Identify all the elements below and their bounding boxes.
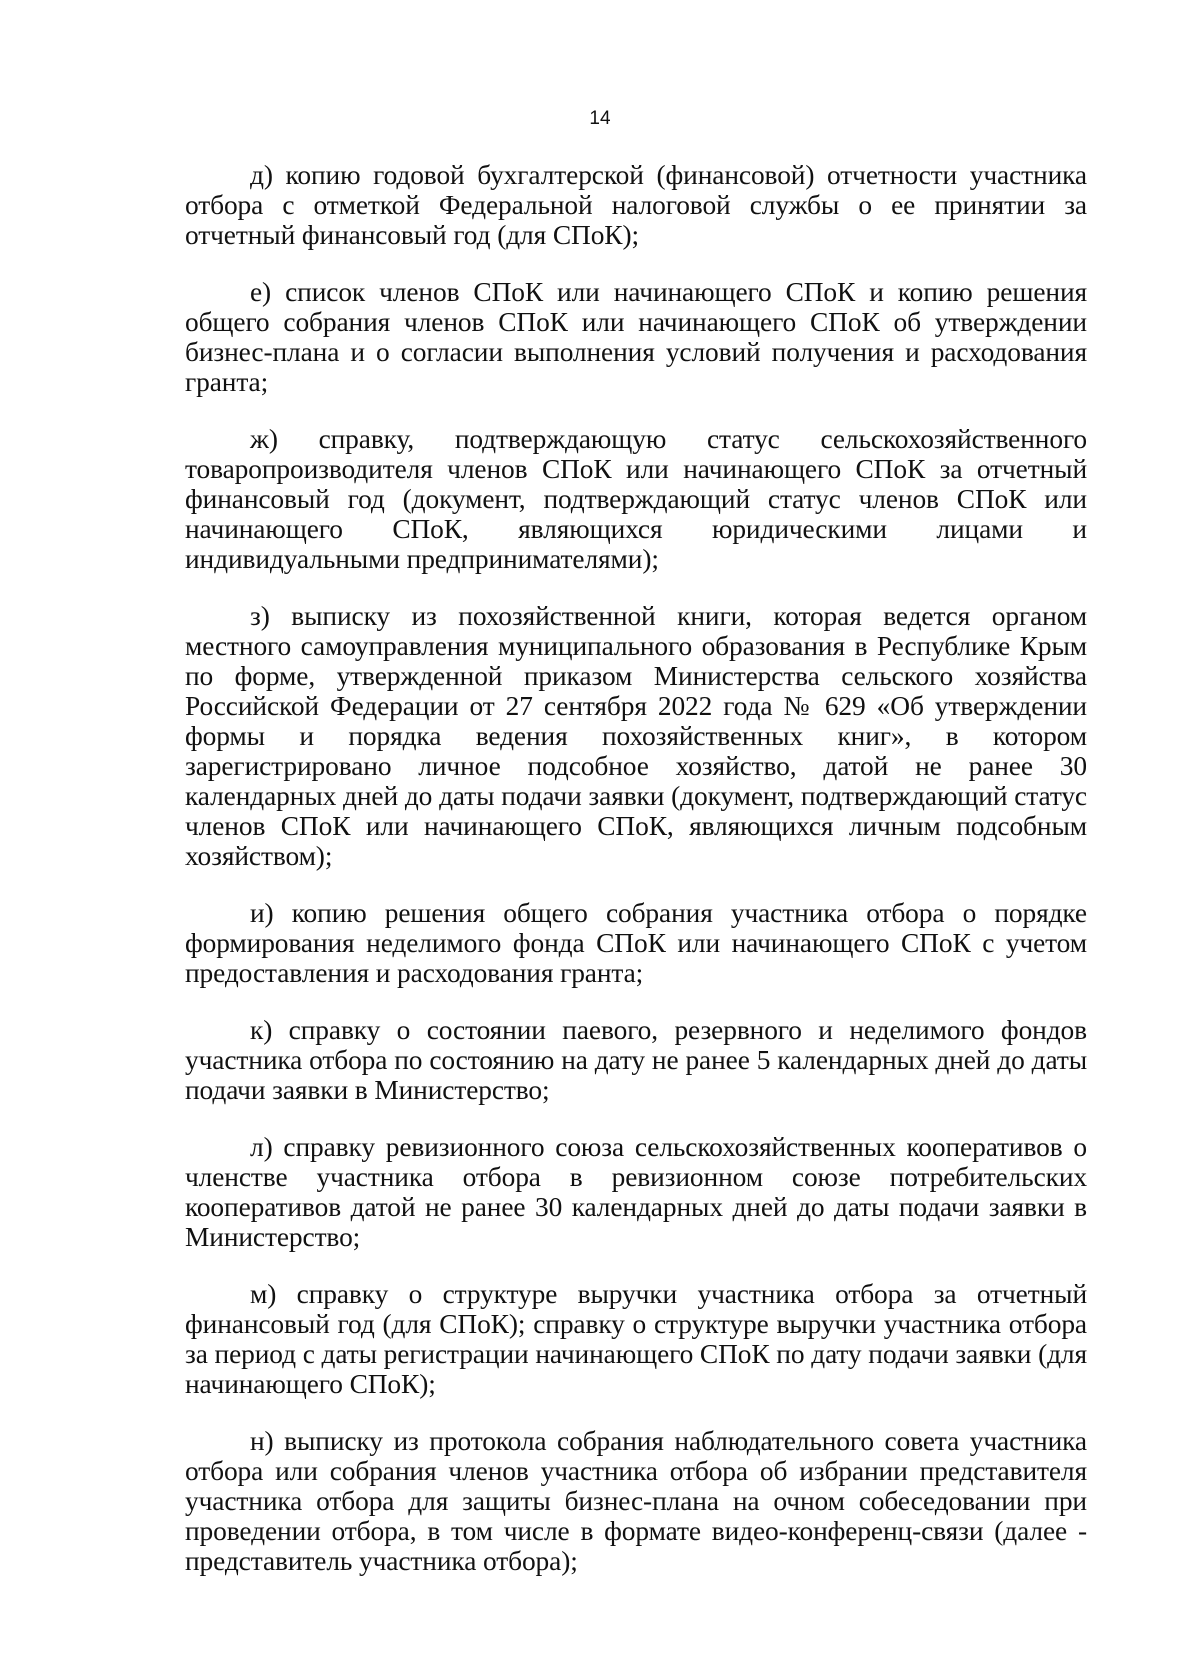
paragraph-zh: ж) справку, подтверждающую статус сельскохозяйственного товаропроизводителя членов СПоК или начинающего СПоК за отчетный финансовый год (документ, подтверждающий статус членов СПоК или начинающего СПоК, являющихся юридическими лицами и индивидуальными предпринимателями);	[185, 424, 1087, 574]
paragraph-e: е) список членов СПоК или начинающего СПоК и копию решения общего собрания членов СПоК или начинающего СПоК об утверждении бизнес-плана и о согласии выполнения условий получения и расходования гранта;	[185, 277, 1087, 397]
paragraph-l: л) справку ревизионного союза сельскохозяйственных кооперативов о членстве участника отбора в ревизионном союзе потребительских кооперативов датой не ранее 30 календарных дней до даты подачи заявки в Министерство;	[185, 1132, 1087, 1252]
paragraph-k: к) справку о состоянии паевого, резервного и неделимого фондов участника отбора по состоянию на дату не ранее 5 календарных дней до даты подачи заявки в Министерство;	[185, 1015, 1087, 1105]
paragraph-z: з) выписку из похозяйственной книги, которая ведется органом местного самоуправления муниципального образования в Республике Крым по форме, утвержденной приказом Министерства сельского хозяйства Российской Федерации от 27 сентября 2022 года № 629 «Об утверждении формы и порядка ведения похозяйственных книг», в котором зарегистрировано личное подсобное хозяйство, датой не ранее 30 календарных дней до даты подачи заявки (документ, подтверждающий статус членов СПоК или начинающего СПоК, являющихся личным подсобным хозяйством);	[185, 601, 1087, 871]
paragraph-i: и) копию решения общего собрания участника отбора о порядке формирования неделимого фонда СПоК или начинающего СПоК с учетом предоставления и расходования гранта;	[185, 898, 1087, 988]
document-body	[185, 160, 1087, 1601]
paragraph-n: н) выписку из протокола собрания наблюдательного совета участника отбора или собрания членов участника отбора об избрании представителя участника отбора для защиты бизнес-плана на очном собеседовании при проведении отбора, в том числе в формате видео-конференц-связи (далее - представитель участника отбора);	[185, 1426, 1087, 1576]
page-number: 14	[589, 108, 611, 129]
paragraph-m: м) справку о структуре выручки участника отбора за отчетный финансовый год (для СПоК); справку о структуре выручки участника отбора за период с даты регистрации начинающего СПоК по дату подачи заявки (для начинающего СПоК);	[185, 1279, 1087, 1399]
paragraph-d: д) копию годовой бухгалтерской (финансовой) отчетности участника отбора с отметкой Федеральной налоговой службы о ее принятии за отчетный финансовый год (для СПоК);	[185, 160, 1087, 250]
